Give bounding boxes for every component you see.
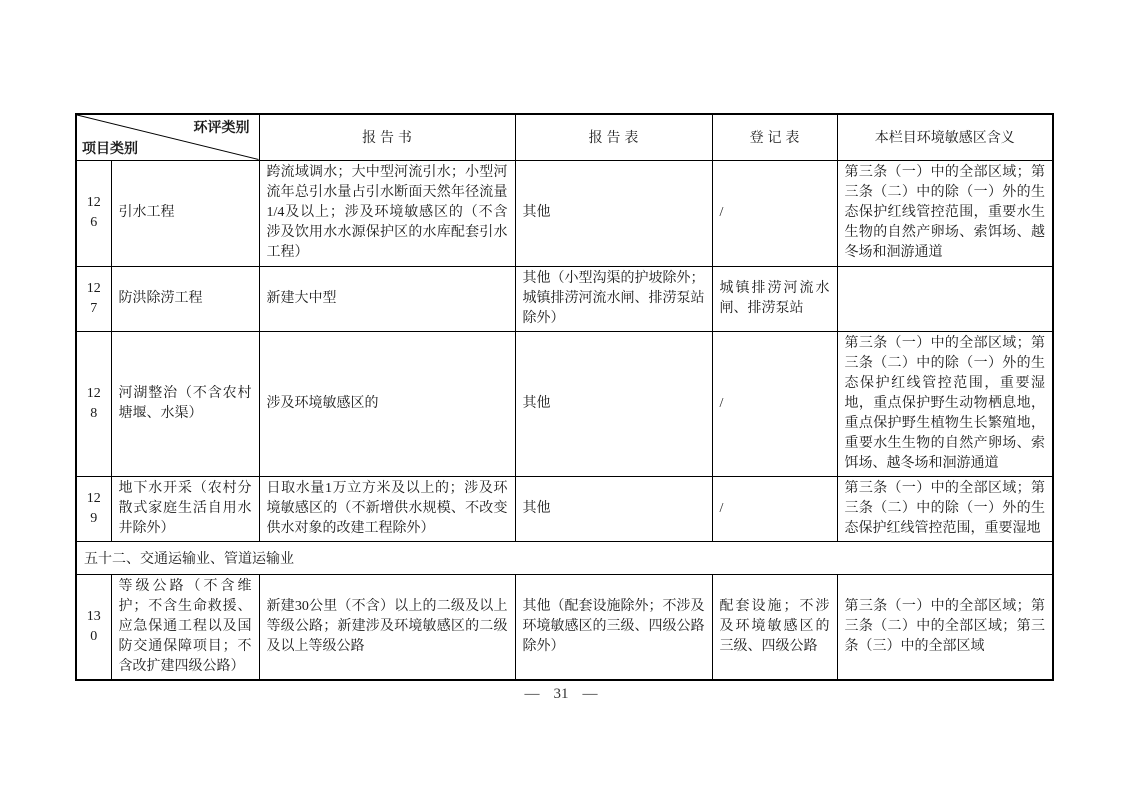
cell-project-category: 等级公路（不含维护；不含生命救援、应急保通工程以及国防交通保障项目；不含改扩建四级公路） — [111, 574, 259, 680]
cell-report-form: 其他（小型沟渠的护坡除外；城镇排涝河流水闸、排涝泵站除外） — [515, 266, 712, 331]
cell-row-number: 130 — [76, 574, 111, 680]
footer-dash-right: — — [582, 686, 598, 702]
table-row-130 — [76, 574, 1053, 680]
cell-row-number: 129 — [76, 476, 111, 541]
page-number: 31 — [553, 686, 569, 702]
cell-sensitive-area-meaning — [837, 266, 1053, 331]
footer-dash-left: — — [524, 686, 540, 702]
table-header-row — [76, 114, 1053, 160]
cell-row-number: 127 — [76, 266, 111, 331]
cell-registration-form: / — [712, 160, 837, 266]
col-header-registration-form: 登 记 表 — [712, 114, 837, 160]
cell-report-form: 其他（配套设施除外；不涉及环境敏感区的三级、四级公路除外） — [515, 574, 712, 680]
cell-row-number: 128 — [76, 331, 111, 476]
cell-sensitive-area-meaning: 第三条（一）中的全部区域；第三条（二）中的除（一）外的生态保护红线管控范围，重要水生生物的自然产卵场、索饵场、越冬场和洄游通道 — [837, 160, 1053, 266]
corner-label-eia-category: 环评类别 — [193, 119, 250, 135]
col-header-report-book: 报 告 书 — [259, 114, 515, 160]
cell-sensitive-area-meaning: 第三条（一）中的全部区域；第三条（二）中的全部区域；第三条（三）中的全部区域 — [837, 574, 1053, 680]
table-row-126 — [76, 160, 1053, 266]
eia-classification-table — [75, 113, 1054, 681]
cell-project-category: 防洪除涝工程 — [111, 266, 259, 331]
cell-registration-form: / — [712, 331, 837, 476]
cell-report-book: 新建大中型 — [259, 266, 515, 331]
cell-report-book: 新建30公里（不含）以上的二级及以上等级公路；新建涉及环境敏感区的二级及以上等级公路 — [259, 574, 515, 680]
cell-project-category: 河湖整治（不含农村塘堰、水渠） — [111, 331, 259, 476]
cell-report-book: 跨流域调水；大中型河流引水；小型河流年总引水量占引水断面天然年径流量1/4及以上；涉及环境敏感区的（不含涉及饮用水水源保护区的水库配套引水工程） — [259, 160, 515, 266]
section-header-row — [76, 541, 1053, 574]
cell-report-book: 涉及环境敏感区的 — [259, 331, 515, 476]
col-header-sensitive-area-meaning: 本栏目环境敏感区含义 — [837, 114, 1053, 160]
cell-report-form: 其他 — [515, 476, 712, 541]
table-row-129 — [76, 476, 1053, 541]
cell-sensitive-area-meaning: 第三条（一）中的全部区域；第三条（二）中的除（一）外的生态保护红线管控范围，重要湿地，重点保护野生动物栖息地，重点保护野生植物生长繁殖地，重要水生生物的自然产卵场、索饵场、越冬场和洄游通道 — [837, 331, 1053, 476]
cell-row-number: 126 — [76, 160, 111, 266]
cell-report-form: 其他 — [515, 160, 712, 266]
table-row-127 — [76, 266, 1053, 331]
cell-report-book: 日取水量1万立方米及以上的；涉及环境敏感区的（不新增供水规模、不改变供水对象的改建工程除外） — [259, 476, 515, 541]
cell-registration-form: 配套设施；不涉及环境敏感区的三级、四级公路 — [712, 574, 837, 680]
cell-sensitive-area-meaning: 第三条（一）中的全部区域；第三条（二）中的除（一）外的生态保护红线管控范围，重要湿地 — [837, 476, 1053, 541]
col-header-report-form: 报 告 表 — [515, 114, 712, 160]
cell-project-category: 地下水开采（农村分散式家庭生活自用水井除外） — [111, 476, 259, 541]
corner-label-project-category: 项目类别 — [82, 139, 138, 156]
cell-registration-form: 城镇排涝河流水闸、排涝泵站 — [712, 266, 837, 331]
table-row-128 — [76, 331, 1053, 476]
section-header-transport-pipeline: 五十二、交通运输业、管道运输业 — [76, 541, 1053, 574]
diagonal-header-cell — [76, 114, 259, 160]
cell-project-category: 引水工程 — [111, 160, 259, 266]
cell-registration-form: / — [712, 476, 837, 541]
page-footer — [0, 686, 1122, 703]
cell-report-form: 其他 — [515, 331, 712, 476]
